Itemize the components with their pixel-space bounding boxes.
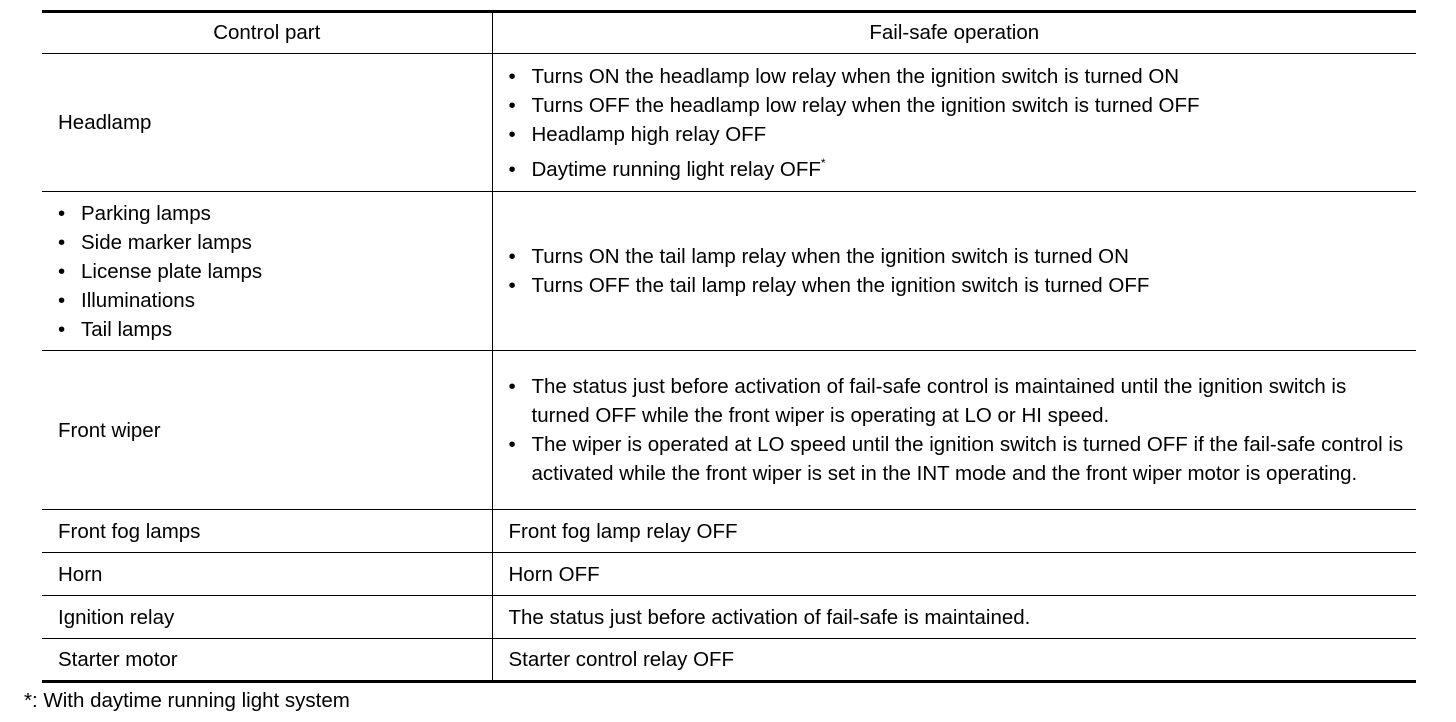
control-part-cell: Horn bbox=[42, 553, 492, 596]
list-item: • The status just before activation of fail-safe control is maintained until the ignition switch is turned OFF while the front wiper is operating at LO or HI speed. bbox=[509, 372, 1405, 430]
fail-safe-operation-cell: The status just before activation of fail-safe is maintained. bbox=[492, 596, 1416, 639]
table-row bbox=[42, 54, 1416, 192]
table-row bbox=[42, 192, 1416, 351]
list-item: • Tail lamps bbox=[58, 315, 492, 344]
control-part-cell: Ignition relay bbox=[42, 596, 492, 639]
header-control-part: Control part bbox=[42, 12, 492, 54]
table-row bbox=[42, 596, 1416, 639]
control-part-cell bbox=[42, 192, 492, 351]
control-part-cell: Starter motor bbox=[42, 639, 492, 682]
table-row bbox=[42, 553, 1416, 596]
fail-safe-operation-cell: Starter control relay OFF bbox=[492, 639, 1416, 682]
fail-safe-operation-cell bbox=[492, 192, 1416, 351]
list-item bbox=[509, 155, 1417, 184]
fail-safe-table bbox=[42, 10, 1416, 683]
control-part-list bbox=[58, 199, 492, 344]
fail-safe-operation-cell bbox=[492, 351, 1416, 510]
list-item: • Side marker lamps bbox=[58, 228, 492, 257]
table-header-row bbox=[42, 12, 1416, 54]
operation-list bbox=[509, 62, 1417, 184]
footnote: *: With daytime running light system bbox=[24, 689, 350, 712]
operation-list bbox=[509, 242, 1417, 300]
list-item: • Headlamp high relay OFF bbox=[509, 120, 1417, 149]
list-item: • Turns ON the tail lamp relay when the ignition switch is turned ON bbox=[509, 242, 1417, 271]
control-part-cell: Front fog lamps bbox=[42, 510, 492, 553]
table-row bbox=[42, 351, 1416, 510]
table-row bbox=[42, 510, 1416, 553]
fail-safe-operation-cell: Front fog lamp relay OFF bbox=[492, 510, 1416, 553]
operation-list bbox=[509, 372, 1405, 488]
table-row bbox=[42, 639, 1416, 682]
list-item: • Turns OFF the tail lamp relay when the ignition switch is turned OFF bbox=[509, 271, 1417, 300]
list-item-text: Daytime running light relay OFF bbox=[531, 157, 821, 181]
list-item: • Parking lamps bbox=[58, 199, 492, 228]
header-fail-safe-operation: Fail-safe operation bbox=[492, 12, 1416, 54]
list-item: • Turns OFF the headlamp low relay when the ignition switch is turned OFF bbox=[509, 91, 1417, 120]
list-item: • Illuminations bbox=[58, 286, 492, 315]
list-item: • Turns ON the headlamp low relay when the ignition switch is turned ON bbox=[509, 62, 1417, 91]
footnote-mark: * bbox=[820, 155, 826, 170]
list-item: • The wiper is operated at LO speed until the ignition switch is turned OFF if the fail-safe control is activated while the front wiper is set in the INT mode and the front wiper motor is operating. bbox=[509, 430, 1405, 488]
fail-safe-operation-cell: Horn OFF bbox=[492, 553, 1416, 596]
control-part-cell: Front wiper bbox=[42, 351, 492, 510]
control-part-cell: Headlamp bbox=[42, 54, 492, 192]
fail-safe-operation-cell bbox=[492, 54, 1416, 192]
list-item: • License plate lamps bbox=[58, 257, 492, 286]
